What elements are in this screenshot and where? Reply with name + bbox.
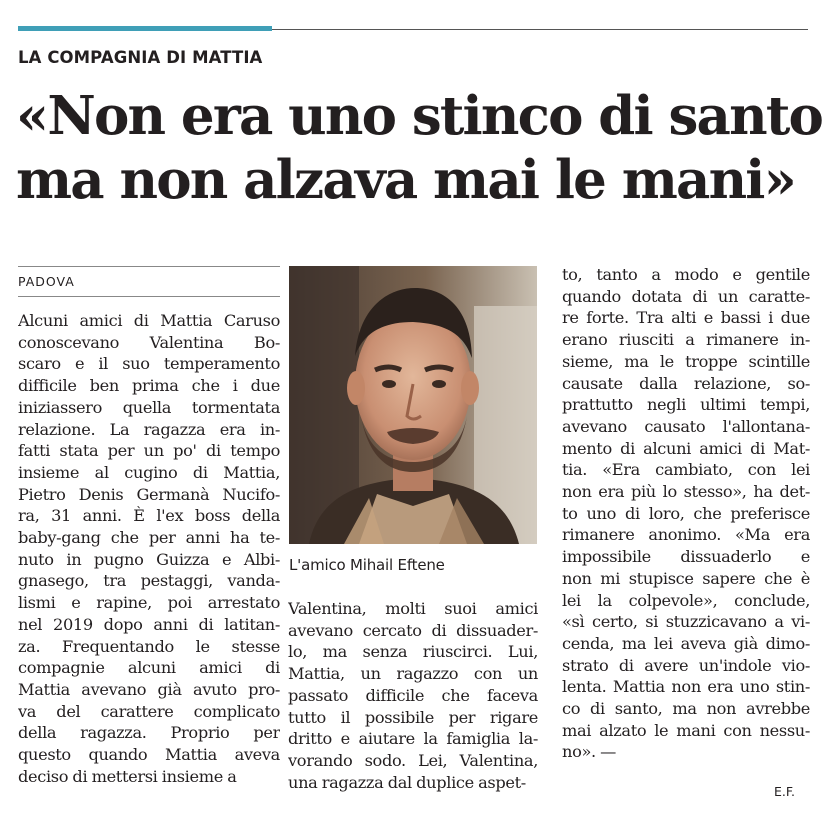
- article-line: una ragazza dal duplice aspet-: [288, 772, 526, 792]
- article-line: prattutto negli ultimi tempi,: [562, 395, 810, 415]
- article-line: tia. «Era cambiato, con lei: [562, 460, 810, 480]
- article-line: va del carattere complicato: [18, 701, 280, 721]
- article-line: Pietro Denis Germanà Nucifo-: [18, 484, 280, 504]
- article-line: fatti stata per un po' di tempo: [18, 441, 280, 461]
- article-line: Alcuni amici di Mattia Caruso: [18, 311, 280, 330]
- article-line: tutto il possibile per rigare: [288, 707, 538, 727]
- article-line: lenta. Mattia non era uno stin-: [562, 677, 810, 697]
- article-line: scaro e il suo temperamento: [18, 354, 280, 374]
- article-line: «sì certo, si stuzzicavano a vi-: [562, 612, 810, 632]
- article-column-3: [562, 264, 810, 763]
- article-line: gnasego, tra pestaggi, vanda-: [18, 571, 280, 591]
- article-line: avevano cercato di dissuader-: [288, 620, 538, 640]
- section-accent-bar: [18, 26, 272, 31]
- article-column-2: [288, 598, 538, 793]
- article-line: difficile ben prima che i due: [18, 376, 280, 396]
- article-line: relazione. La ragazza era in-: [18, 419, 280, 439]
- article-line: Mattia, un ragazzo con un: [288, 664, 538, 684]
- article-line: passato difficile che faceva: [288, 685, 538, 705]
- article-line: mento di alcuni amici di Mat-: [562, 438, 810, 458]
- portrait-photo: [289, 266, 537, 544]
- article-line: Valentina, molti suoi amici: [288, 599, 538, 618]
- photo-caption: L'amico Mihail Eftene: [289, 556, 445, 574]
- headline: [16, 84, 823, 212]
- article-line: strato di avere un'indole vio-: [562, 655, 810, 675]
- article-line: re forte. Tra alti e bassi i due: [562, 308, 810, 328]
- article-line: dritto e aiutare la famiglia la-: [288, 729, 538, 749]
- dateline-rule: [18, 266, 280, 267]
- article-line: nuto in pugno Guizza e Albi-: [18, 549, 280, 569]
- article-line: rimanere anonimo. «Ma era: [562, 525, 810, 545]
- article-line: erano riusciti a rimanere in-: [562, 330, 810, 350]
- kicker: LA COMPAGNIA DI MATTIA: [18, 48, 263, 67]
- article-line: della ragazza. Proprio per: [18, 723, 280, 743]
- dateline-rule: [18, 296, 280, 297]
- article-line: iniziassero quella tormentata: [18, 397, 280, 417]
- article-line: vorando sodo. Lei, Valentina,: [288, 750, 538, 770]
- article-line: sieme, ma le troppe scintille: [562, 351, 810, 371]
- article-line: no». —: [562, 742, 616, 762]
- article-line: co di santo, ma non avrebbe: [562, 699, 810, 719]
- dateline: PADOVA: [18, 274, 75, 289]
- article-line: nel 2019 dopo anni di latitan-: [18, 614, 280, 634]
- article-line: lismi e rapine, poi arrestato: [18, 593, 280, 613]
- article-line: impossibile dissuaderlo e: [562, 547, 810, 567]
- article-line: lei la colpevole», conclude,: [562, 590, 810, 610]
- article-line: compagnie alcuni amici di: [18, 658, 280, 678]
- article-line: mai alzato le mani con nessu-: [562, 720, 810, 740]
- article-line: cenda, ma lei aveva già dimo-: [562, 633, 810, 653]
- article-column-1: [18, 310, 280, 787]
- article-line: Mattia avevano già avuto pro-: [18, 679, 280, 699]
- article-line: causate dalla relazione, so-: [562, 373, 810, 393]
- portrait-illustration: [289, 266, 537, 544]
- headline-line: «Non era uno stinco di santo: [16, 85, 823, 147]
- article-line: lo, ma senza riuscirci. Lui,: [288, 642, 538, 662]
- byline: E.F.: [774, 784, 796, 799]
- section-rule: [272, 29, 808, 30]
- article-line: quando dotata di un caratte-: [562, 286, 810, 306]
- article-line: to uno di loro, che preferisce: [562, 503, 810, 523]
- article-line: deciso di mettersi insieme a: [18, 766, 237, 786]
- article-line: non mi stupisce sapere che è: [562, 568, 810, 588]
- article-line: to, tanto a modo e gentile: [562, 265, 810, 284]
- article-line: avevano causato l'allontana-: [562, 416, 810, 436]
- article-line: ra, 31 anni. È l'ex boss della: [18, 506, 280, 526]
- article-line: conoscevano Valentina Bo-: [18, 332, 280, 352]
- article-line: baby-gang che per anni ha te-: [18, 528, 280, 548]
- article-line: insieme al cugino di Mattia,: [18, 462, 280, 482]
- article-line: non era più lo stesso», ha det-: [562, 482, 810, 502]
- headline-line: ma non alzava mai le mani»: [16, 149, 795, 211]
- article-line: za. Frequentando le stesse: [18, 636, 280, 656]
- article-line: questo quando Mattia aveva: [18, 745, 280, 765]
